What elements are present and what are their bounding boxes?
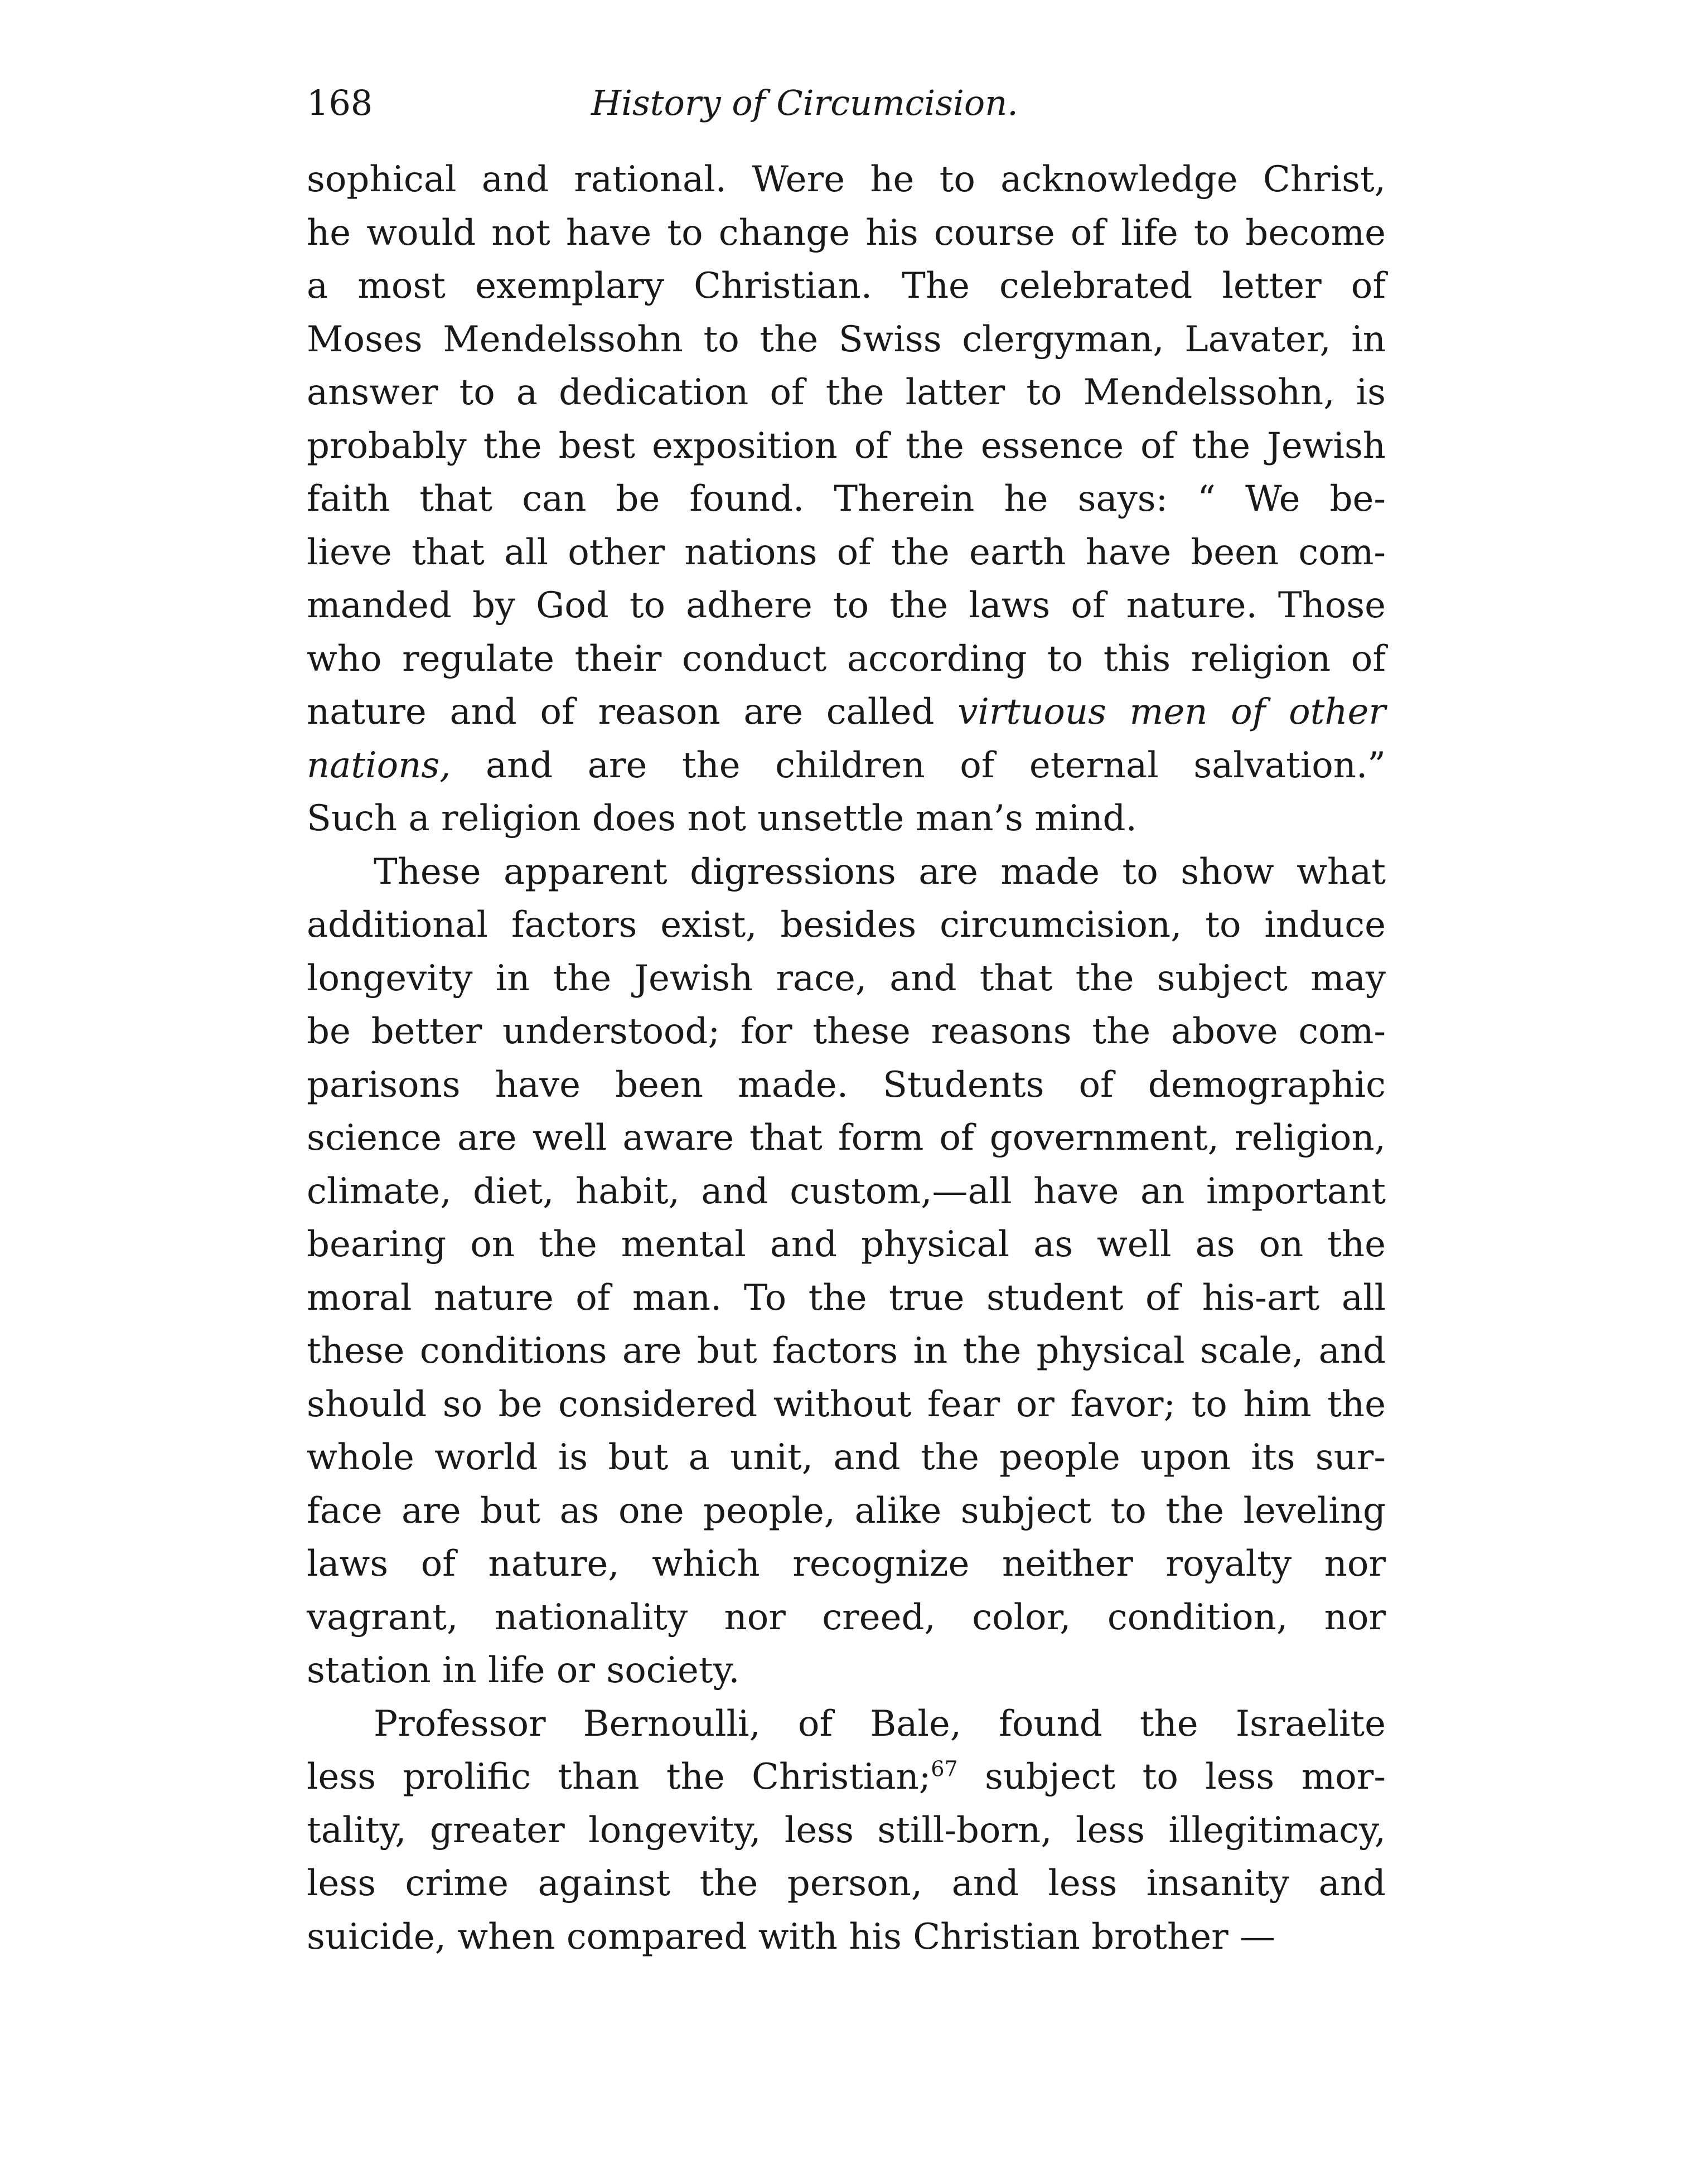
text-line: Such a religion does not unsettle man’s mind. xyxy=(307,798,1137,839)
text-line: face are but as one people, alike subject to the leveling xyxy=(307,1490,1386,1532)
text-line: he would not have to change his course of life to become xyxy=(307,212,1386,254)
text-line: who regulate their conduct according to this religion of xyxy=(307,638,1386,680)
text-line: vagrant, nationality nor creed, color, condition, nor xyxy=(307,1596,1386,1638)
text-line-with-footnote xyxy=(307,1751,1386,1804)
text-line: probably the best exposition of the essence of the Jewish xyxy=(307,425,1386,467)
text-line: moral nature of man. To the true student of his-art all xyxy=(307,1277,1386,1319)
paragraph-3 xyxy=(307,1698,1386,1964)
text-line: longevity in the Jewish race, and that the subject may xyxy=(307,957,1386,999)
text-line: faith that can be found. Therein he says: “ We be- xyxy=(307,478,1386,520)
italic-phrase: nations, xyxy=(307,744,451,786)
text-line: science are well aware that form of government, religion, xyxy=(307,1117,1386,1159)
running-title: History of Circumcision. xyxy=(591,83,1018,123)
text-line: suicide, when compared with his Christian brother — xyxy=(307,1916,1276,1958)
text-line-with-italic xyxy=(307,739,1386,793)
text-segment: and are the children of eternal salvation.” xyxy=(485,744,1386,786)
book-page xyxy=(307,75,1386,1964)
text-line: these conditions are but factors in the physical scale, and xyxy=(307,1330,1386,1372)
body-text xyxy=(307,153,1386,1964)
page-number: 168 xyxy=(307,83,373,123)
text-line: station in life or society. xyxy=(307,1650,740,1691)
text-segment: subject to less mor- xyxy=(957,1756,1386,1798)
text-line: climate, diet, habit, and custom,—all have an important xyxy=(307,1170,1386,1212)
text-line: parisons have been made. Students of demographic xyxy=(307,1064,1386,1106)
text-line: manded by God to adhere to the laws of nature. Those xyxy=(307,585,1386,626)
text-line: answer to a dedication of the latter to Mendelssohn, is xyxy=(307,372,1386,413)
text-segment: less prolific than the Christian; xyxy=(307,1756,931,1798)
text-line: Moses Mendelssohn to the Swiss clergyman, Lavater, in xyxy=(307,318,1386,360)
paragraph-1 xyxy=(307,153,1386,846)
text-line: should so be considered without fear or favor; to him the xyxy=(307,1383,1386,1425)
text-line: lieve that all other nations of the earth have been com- xyxy=(307,531,1386,573)
text-line: a most exemplary Christian. The celebrated letter of xyxy=(307,265,1386,307)
running-head xyxy=(307,75,1386,131)
text-line: bearing on the mental and physical as well as on the xyxy=(307,1224,1386,1265)
italic-phrase: virtuous men of other xyxy=(957,691,1386,733)
text-line: whole world is but a unit, and the people upon its sur- xyxy=(307,1437,1386,1478)
text-line: sophical and rational. Were he to acknowledge Christ, xyxy=(307,159,1386,200)
footnote-reference: 67 xyxy=(931,1756,958,1781)
paragraph-2 xyxy=(307,846,1386,1698)
text-line-with-italic xyxy=(307,686,1386,739)
text-line: additional factors exist, besides circumcision, to induce xyxy=(307,904,1386,946)
text-line: tality, greater longevity, less still-born, less illegitimacy, xyxy=(307,1809,1386,1851)
text-line: Professor Bernoulli, of Bale, found the Israelite xyxy=(374,1703,1386,1745)
text-line: less crime against the person, and less insanity and xyxy=(307,1863,1386,1904)
text-line: laws of nature, which recognize neither royalty nor xyxy=(307,1543,1386,1585)
text-line: These apparent digressions are made to show what xyxy=(374,851,1386,893)
text-segment: nature and of reason are called xyxy=(307,691,958,733)
text-line: be better understood; for these reasons the above com- xyxy=(307,1011,1386,1052)
